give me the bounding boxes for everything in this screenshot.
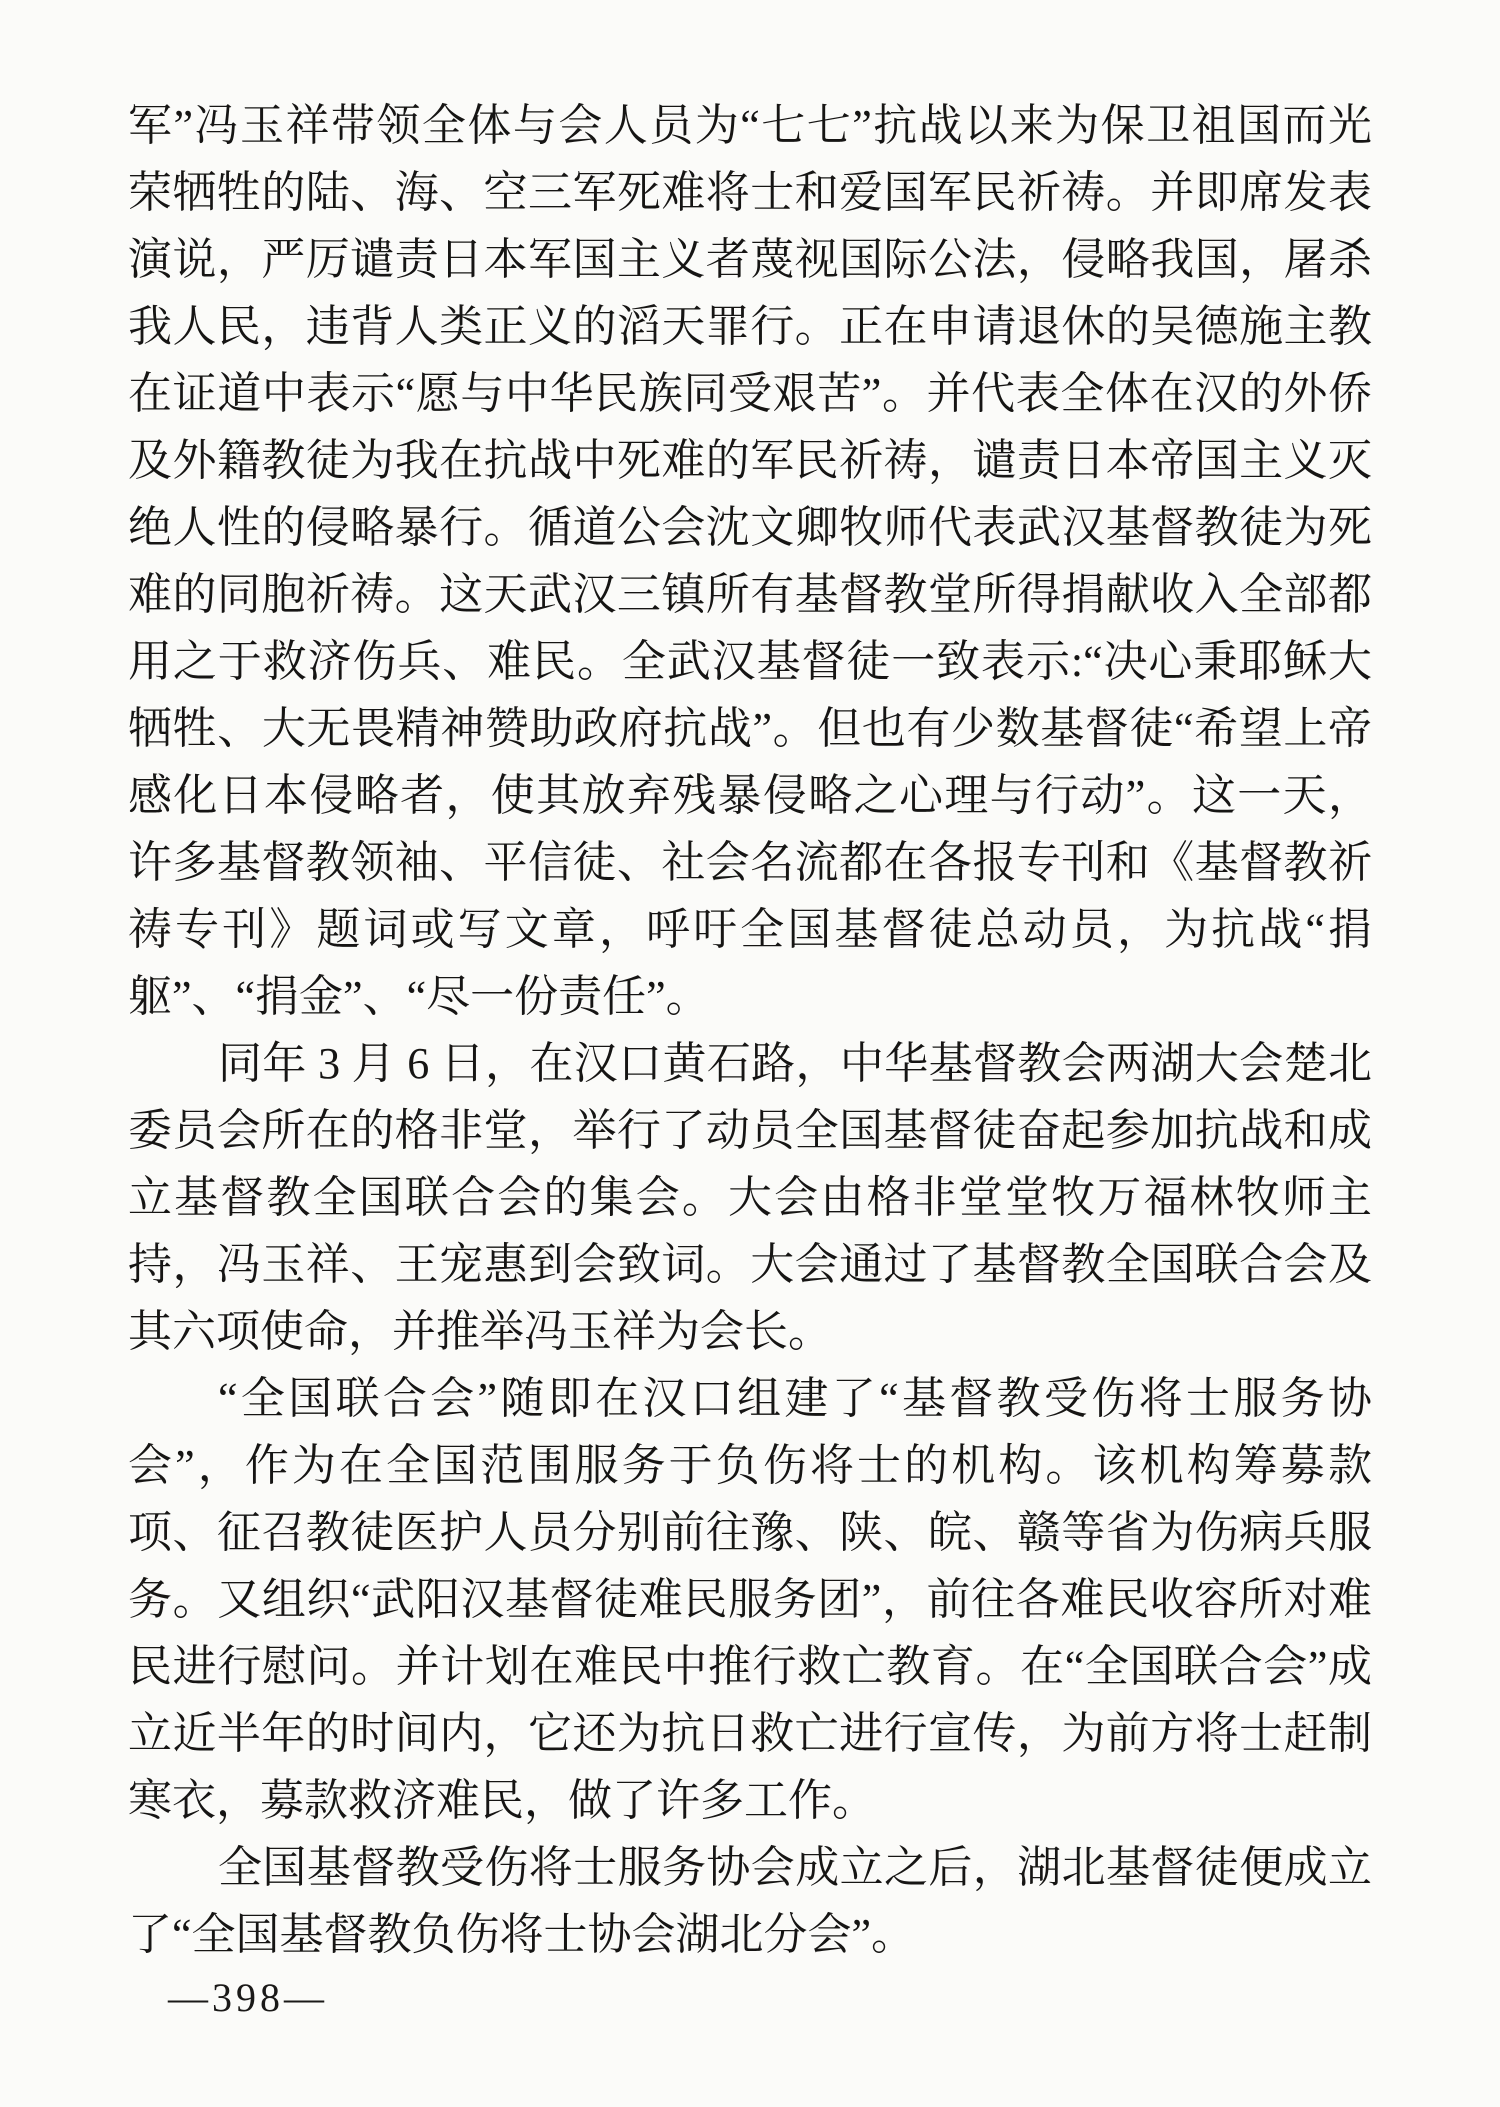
text-line: 及外籍教徒为我在抗战中死难的军民祈祷，谴责日本帝国主义灭 (128, 436, 1372, 485)
text-line: 在证道中表示“愿与中华民族同受艰苦”。并代表全体在汉的外侨 (128, 369, 1372, 418)
text-line: 用之于救济伤兵、难民。全武汉基督徒一致表示:“决心秉耶稣大 (128, 637, 1372, 686)
text-line: 寒衣，募款救济难民，做了许多工作。 (128, 1776, 876, 1825)
text-line: 务。又组织“武阳汉基督徒难民服务团”，前往各难民收容所对难 (128, 1575, 1372, 1624)
paragraph (128, 92, 1372, 1030)
text-line: 委员会所在的格非堂，举行了动员全国基督徒奋起参加抗战和成 (128, 1106, 1372, 1155)
text-line: 项、征召教徒医护人员分别前往豫、陕、皖、赣等省为伤病兵服 (128, 1508, 1372, 1557)
text-line: 难的同胞祈祷。这天武汉三镇所有基督教堂所得捐献收入全部都 (128, 570, 1372, 619)
body-text (128, 92, 1372, 1968)
text-line: 了“全国基督教负伤将士协会湖北分会”。 (128, 1910, 916, 1959)
text-line: 荣牺牲的陆、海、空三军死难将士和爱国军民祈祷。并即席发表 (128, 168, 1372, 217)
text-line: 许多基督教领袖、平信徒、社会名流都在各报专刊和《基督教祈 (128, 838, 1372, 887)
text-line: 全国基督教受伤将士服务协会成立之后，湖北基督徒便成立 (218, 1843, 1372, 1892)
text-line: 会”，作为在全国范围服务于负伤将士的机构。该机构筹募款 (128, 1441, 1372, 1490)
paragraph (128, 1030, 1372, 1365)
text-line: 躯”、“捐金”、“尽一份责任”。 (128, 972, 710, 1021)
text-line: 持，冯玉祥、王宠惠到会致词。大会通过了基督教全国联合会及 (128, 1240, 1372, 1289)
page-number: —398— (168, 1975, 328, 2020)
text-line: 感化日本侵略者，使其放弃残暴侵略之心理与行动”。这一天， (128, 771, 1372, 820)
text-line: 军”冯玉祥带领全体与会人员为“七七”抗战以来为保卫祖国而光 (128, 101, 1372, 150)
text-line: 我人民，违背人类正义的滔天罪行。正在申请退休的吴德施主教 (128, 302, 1372, 351)
text-line: 立近半年的时间内，它还为抗日救亡进行宣传，为前方将士赶制 (128, 1709, 1372, 1758)
text-line: “全国联合会”随即在汉口组建了“基督教受伤将士服务协 (218, 1374, 1372, 1423)
text-line: 演说，严厉谴责日本军国主义者蔑视国际公法，侵略我国，屠杀 (128, 235, 1372, 284)
text-line: 祷专刊》题词或写文章，呼吁全国基督徒总动员，为抗战“捐 (128, 905, 1372, 954)
text-line: 绝人性的侵略暴行。循道公会沈文卿牧师代表武汉基督教徒为死 (128, 503, 1372, 552)
text-line: 同年 3 月 6 日，在汉口黄石路，中华基督教会两湖大会楚北 (218, 1039, 1372, 1088)
paragraph (128, 1834, 1372, 1968)
text-line: 牺牲、大无畏精神赞助政府抗战”。但也有少数基督徒“希望上帝 (128, 704, 1372, 753)
text-line: 立基督教全国联合会的集会。大会由格非堂堂牧万福林牧师主 (128, 1173, 1372, 1222)
paragraph (128, 1365, 1372, 1834)
text-line: 其六项使命，并推举冯玉祥为会长。 (128, 1307, 832, 1356)
text-line: 民进行慰问。并计划在难民中推行救亡教育。在“全国联合会”成 (128, 1642, 1372, 1691)
